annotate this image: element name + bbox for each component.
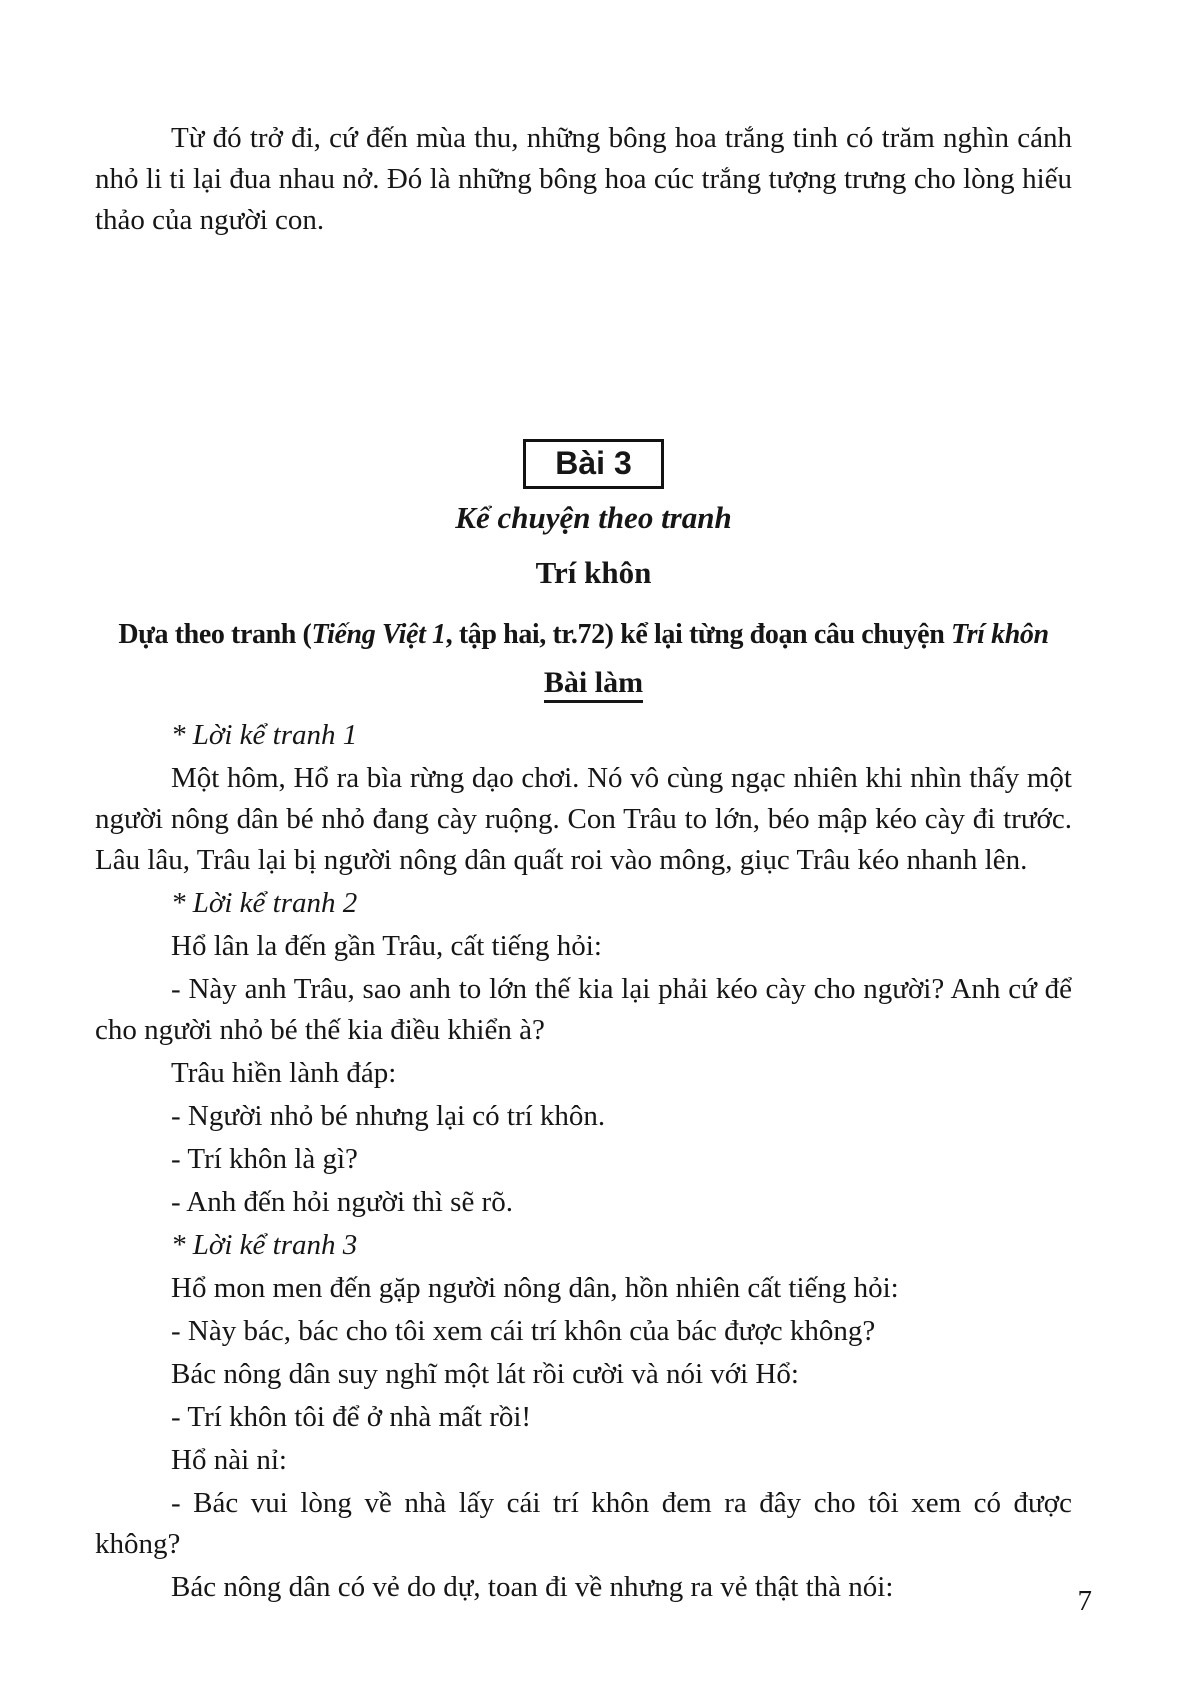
story-paragraph: Trâu hiền lành đáp: xyxy=(171,1057,397,1089)
assignment-prompt xyxy=(95,616,1072,654)
story-paragraph: - Này bác, bác cho tôi xem cái trí khôn của bác được không? xyxy=(171,1315,876,1347)
story-paragraph: - Này anh Trâu, sao anh to lớn thế kia lại phải kéo cày cho người? Anh cứ để cho người nhỏ bé thế kia điều khiển à? xyxy=(95,973,1072,1046)
story-name-italic: Trí khôn xyxy=(951,619,1049,650)
story-paragraph: Hổ nài nỉ: xyxy=(171,1444,287,1476)
prompt-text-pre: Dựa theo tranh ( xyxy=(118,619,312,650)
answer-heading-text: Bài làm xyxy=(544,666,643,703)
story-paragraph: Hổ mon men đến gặp người nông dân, hồn nhiên cất tiếng hỏi: xyxy=(171,1272,899,1304)
intro-paragraph: Từ đó trở đi, cứ đến mùa thu, những bông hoa trắng tinh có trăm nghìn cánh nhỏ li ti lại đua nhau nở. Đó là những bông hoa cúc trắng tượng trưng cho lòng hiếu thảo của người con. xyxy=(95,122,1072,236)
story-paragraph: - Người nhỏ bé nhưng lại có trí khôn. xyxy=(171,1100,606,1132)
story-paragraph: * Lời kể tranh 3 xyxy=(171,1229,358,1261)
story-paragraph: - Anh đến hỏi người thì sẽ rõ. xyxy=(171,1186,513,1218)
lesson-type-heading: Kể chuyện theo tranh xyxy=(455,500,732,535)
prompt-text-mid: , tập hai, tr.72) kể lại từng đoạn câu chuyện xyxy=(445,619,951,650)
story-paragraph: Một hôm, Hổ ra bìa rừng dạo chơi. Nó vô cùng ngạc nhiên khi nhìn thấy một người nông dân bé nhỏ đang cày ruộng. Con Trâu to lớn, béo mập kéo cày đi trước. Lâu lâu, Trâu lại bị người nông dân quất roi vào mông, giục Trâu kéo nhanh lên. xyxy=(95,762,1072,876)
story-paragraph: Bác nông dân có vẻ do dự, toan đi về nhưng ra vẻ thật thà nói: xyxy=(171,1571,894,1603)
story-paragraph: * Lời kể tranh 1 xyxy=(171,719,358,751)
book-title-italic: Tiếng Việt 1 xyxy=(311,619,446,650)
story-paragraph: - Bác vui lòng về nhà lấy cái trí khôn đem ra đây cho tôi xem có được không? xyxy=(95,1487,1072,1560)
story-paragraph: Hổ lân la đến gần Trâu, cất tiếng hỏi: xyxy=(171,930,602,962)
story-paragraph: - Trí khôn tôi để ở nhà mất rồi! xyxy=(171,1401,532,1433)
story-title: Trí khôn xyxy=(535,555,652,590)
story-paragraph: - Trí khôn là gì? xyxy=(171,1143,358,1175)
story-body xyxy=(95,715,1072,1608)
lesson-number-box: Bài 3 xyxy=(523,439,663,489)
story-paragraph: Bác nông dân suy nghĩ một lát rồi cười và nói với Hổ: xyxy=(171,1358,799,1390)
page-number: 7 xyxy=(1077,1585,1092,1617)
story-paragraph: * Lời kể tranh 2 xyxy=(171,887,358,919)
answer-heading xyxy=(105,664,1082,702)
